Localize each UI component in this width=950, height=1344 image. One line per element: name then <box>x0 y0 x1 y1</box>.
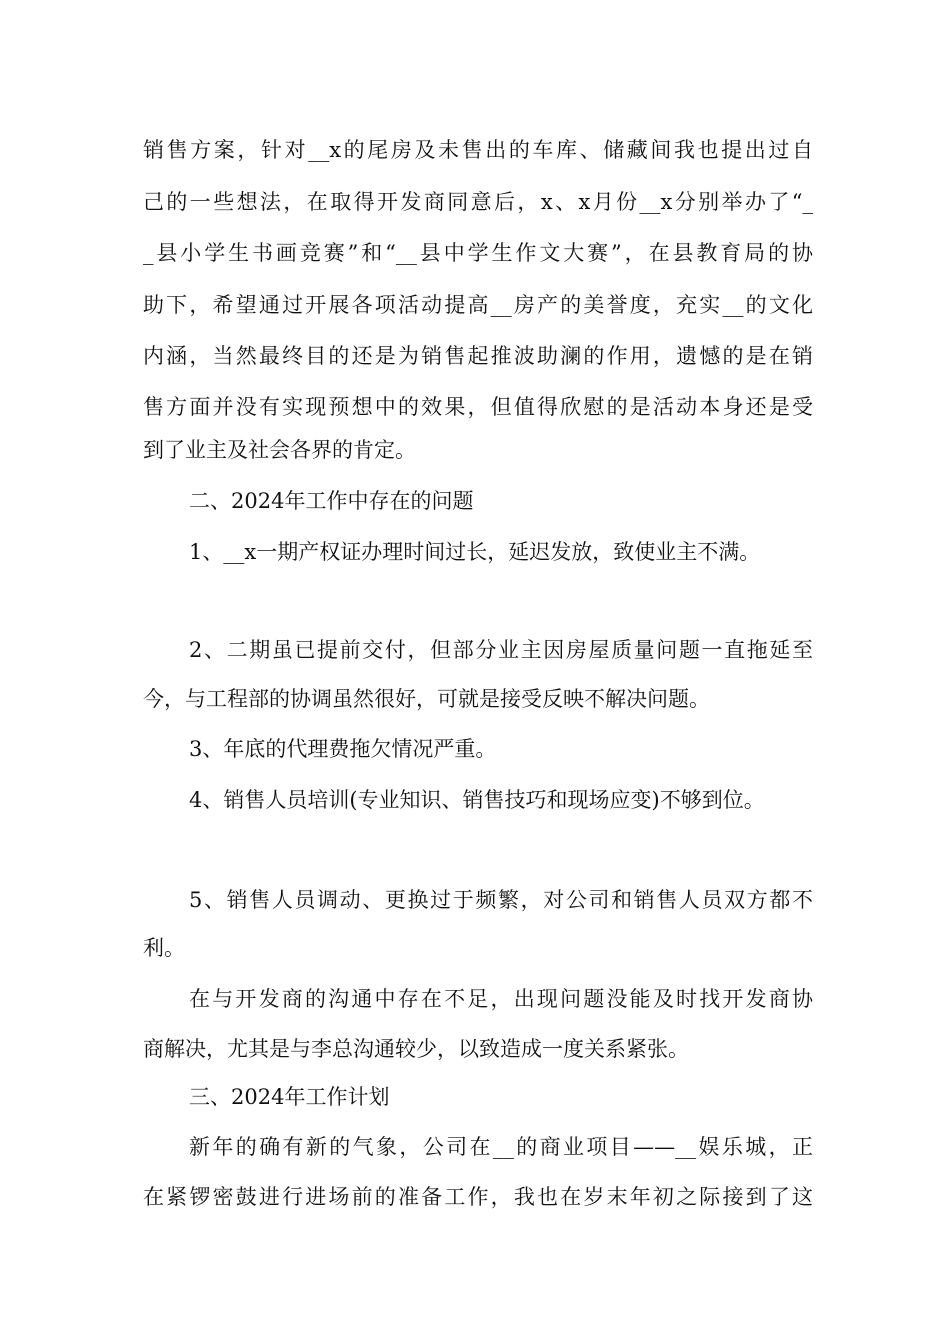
text-line: 商解决，尤其是与李总沟通较少，以致造成一度关系紧张。 <box>143 1037 689 1061</box>
list-item: 2、二期虽已提前交付，但部分业主因房屋质量问题一直拖延至 <box>189 638 813 662</box>
text-line: 售方面并没有实现预想中的效果，但值得欣慰的是活动本身还是受 <box>143 395 813 419</box>
list-item: 3、年底的代理费拖欠情况严重。 <box>189 737 497 761</box>
text-line: 在紧锣密鼓进行进场前的准备工作，我也在岁末年初之际接到了这 <box>143 1185 813 1209</box>
list-item: 5、销售人员调动、更换过于频繁，对公司和销售人员双方都不 <box>189 888 813 912</box>
text-line: 今，与工程部的协调虽然很好，可就是接受反映不解决问题。 <box>143 687 710 711</box>
text-line: 己的一些想法，在取得开发商同意后，x、x月份__x分别举办了“_ <box>143 190 813 214</box>
text-line: _县小学生书画竞赛”和“__县中学生作文大赛”，在县教育局的协 <box>143 241 813 265</box>
list-item: 4、销售人员培训(专业知识、销售技巧和现场应变)不够到位。 <box>189 788 765 812</box>
text-line: 到了业主及社会各界的肯定。 <box>143 438 416 462</box>
text-line: 新年的确有新的气象，公司在__的商业项目——__娱乐城，正 <box>189 1135 813 1159</box>
text-line: 利。 <box>143 936 185 960</box>
section-heading: 三、2024年工作计划 <box>189 1085 390 1109</box>
text-line: 销售方案，针对__x的尾房及未售出的车库、储藏间我也提出过自 <box>143 138 813 162</box>
text-line: 助下，希望通过开展各项活动提高__房产的美誉度，充实__的文化 <box>143 293 813 317</box>
text-line: 在与开发商的沟通中存在不足，出现问题没能及时找开发商协 <box>189 987 813 1011</box>
section-heading: 二、2024年工作中存在的问题 <box>189 489 474 513</box>
list-item: 1、__x一期产权证办理时间过长，延迟发放，致使业主不满。 <box>189 540 761 564</box>
text-line: 内涵，当然最终目的还是为销售起推波助澜的作用，遗憾的是在销 <box>143 344 813 368</box>
